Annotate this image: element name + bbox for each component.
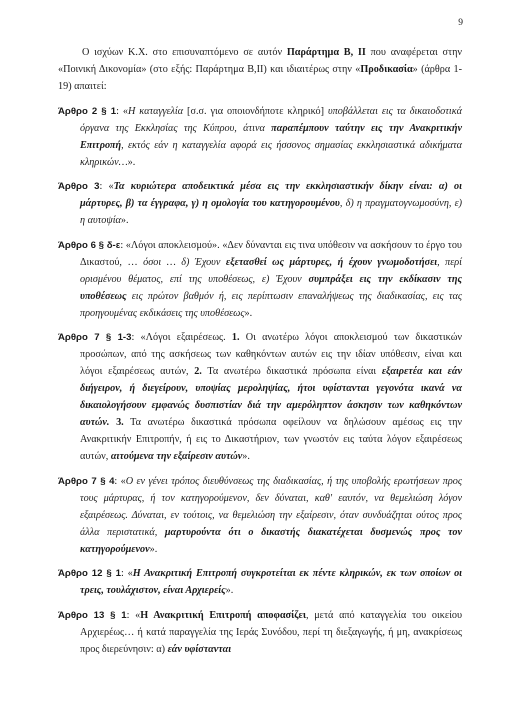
article-text: ». (127, 156, 136, 168)
article-ref: Άρθρο 2 § 1 (58, 105, 117, 117)
article-text: ». (242, 451, 250, 462)
intro-text-3: » (άρθρα 1-19) απαιτεί: (58, 64, 462, 92)
article-6-d-e (58, 237, 462, 322)
article-text: Οι ανωτέρω λόγοι αποκλεισμού των δικαστικών προσώπων, από της ασκήσεως των καθηκόντων αυτών εις την ιδίαν υπόθεσιν, είναι και λόγοι εξαιρέσεως αυτών, (80, 332, 462, 377)
article-ref: Άρθρο 6 § δ-ε (58, 239, 121, 251)
article-bold-italic: Τα κυριώτερα αποδεικτικά μέσα εις την εκκλησιαστικήν δίκην είναι: α) οι μάρτυρες, β) τα έγγραφα, γ) η ομολογία του κατηγορουμένου (80, 181, 462, 209)
article-bold: 1. (231, 332, 240, 343)
article-12-1 (58, 565, 462, 599)
article-2-1 (58, 103, 462, 171)
page-number: 9 (458, 18, 463, 28)
intro-text-2: που αναφέρεται στην «Ποινική Δικονομία» (στο εξής: Παράρτημα Β,ΙΙ) και ιδιαιτέρως στην « (58, 47, 463, 75)
article-7-1-3 (58, 329, 462, 465)
article-text: : « (114, 475, 126, 487)
article-text: : « (116, 105, 128, 117)
intro-bold-1: Παράρτημα Β, ΙΙ (286, 47, 366, 58)
article-bold-italic: παραπέμπουν ταύτην εις την Ανακριτικήν Επιτροπή (80, 122, 462, 151)
article-italic: , περί ορισμένου θέματος, επί της υποθέσεως, ε) Έχουν (80, 256, 462, 285)
document-body (58, 44, 462, 665)
article-italic: εις πρώτον βαθμόν ή, εις περίπτωσιν επαναλήψεως της διαδικασίας, εις τας προηγουμένας εκδικάσεις της υποθέσεως (80, 290, 462, 319)
article-ref: Άρθρο 7 § 1-3 (58, 332, 132, 343)
article-7-4 (58, 473, 462, 558)
article-bold-italic: εάν υφίστανται (167, 643, 232, 655)
article-italic: όσοι … δ) Έχουν (143, 256, 226, 268)
intro-text-1: Ο ισχύων Κ.Χ. στο επισυναπτόμενο σε αυτόν (82, 47, 287, 58)
article-text: Τα ανωτέρω δικαστικά πρόσωπα είναι (201, 366, 382, 377)
article-italic: , εκτός εάν η καταγγελία αφορά εις ήσσονος σημασίας εκκλησιαστικά αδικήματα κληρικών… (80, 139, 462, 168)
article-ref: Άρθρο 13 § 1 (58, 609, 127, 621)
article-bold-italic: εξετασθεί ως μάρτυρες, ή έχουν γνωμοδοτήσει (225, 256, 438, 268)
article-italic: υποβάλλεται εις τα δικαιοδοτικά όργανα της Εκκλησίας της Κύπρου, άτινα (80, 105, 462, 134)
article-ref: Άρθρο 12 § 1 (58, 568, 122, 579)
article-text: ». (149, 543, 158, 555)
article-text: [σ.σ. για οποιονδήποτε κληρικό] (183, 105, 328, 117)
article-text: ». (244, 307, 253, 319)
article-bold-italic: μαρτυρούντα ότι ο δικαστής διακατέχεται δυσμενώς προς τον κατηγορούμενον (80, 526, 463, 555)
article-bold: 2. (194, 366, 202, 377)
article-ref: Άρθρο 7 § 4 (58, 475, 115, 487)
article-bold: 3. (109, 417, 124, 428)
article-italic: Ο εν γένει τρόπος διευθύνσεως της διαδικασίας, ή της υποβολής ερωτήσεων προς τους μάρτυρας, ή τον κατηγορούμενον, δεν δύναται, καθ' εαυτόν, να θεμελιώση λόγον εξαιρέσεως. Δύναται, εν τούτοις, να θεμελιώση την εξαίρεσιν, όταν συνδυάζηται ούτος προς άλλα περιστατικά, (80, 475, 462, 538)
intro-paragraph (58, 44, 462, 95)
article-text: Τα ανωτέρω δικαστικά πρόσωπα οφείλουν να δηλώσουν αμέσως εις την Ανακριτικήν Επιτροπήν, ή εις το Δικαστήριον, των γνωστόν εις ταύτα λόγον εξαιρέσεως αυτών, (80, 417, 463, 462)
article-bold-italic: Η Ανακριτική Επιτροπή συγκροτείται εκ πέντε κληρικών, εκ των οποίων οι τρεις, τουλάχιστον, είναι Αρχιερείς (80, 568, 462, 596)
article-text: ». (225, 585, 234, 596)
article-italic: Η καταγγελία (127, 105, 184, 117)
article-text: ». (120, 215, 129, 226)
article-bold-italic: εξαιρετέα και εάν διήγειρον, ή διεγείρουν, υποψίας μεροληψίας, ήτοι υφίστανται γεγονότα ικανά να δικαιολογήσουν εμφανώς δυσπιστίαν διά την αμερόληπτον άσκησιν των καθηκόντων αυτών. (80, 366, 462, 428)
article-13-1 (58, 607, 462, 658)
article-bold-italic: αιτούμενα την εξαίρεσιν αυτών (110, 451, 243, 462)
article-bold: Η Ανακριτική Επιτροπή αποφασίζει (140, 609, 306, 621)
article-ref: Άρθρο 3 (58, 181, 100, 192)
intro-bold-2: Προδικασία (360, 64, 413, 75)
article-3 (58, 178, 462, 229)
article-text: , μετά από καταγγελία του οικείου Αρχιερέως… ή κατά παραγγελία της Ιεράς Συνόδου, περί τη διεξαγωγής, ή μη, ανακρίσεως προς διερεύνησιν: α) (80, 609, 462, 655)
article-text: : « (99, 181, 114, 192)
article-text: : « (126, 609, 141, 621)
article-text: : «Λόγοι εξαιρέσεως. (131, 332, 232, 343)
article-text: : «Λόγοι αποκλεισμού». «Δεν δύνανται εις τινα υπόθεσιν να ασκήσουν το έργο του Δικαστού, … (80, 239, 462, 268)
article-bold-italic: συμπράξει εις την εκδίκασιν της υποθέσεως (80, 273, 462, 302)
article-text: : « (121, 568, 133, 579)
article-italic: , δ) η πραγματογνωμοσύνη, ε) η αυτοψία (80, 198, 462, 226)
